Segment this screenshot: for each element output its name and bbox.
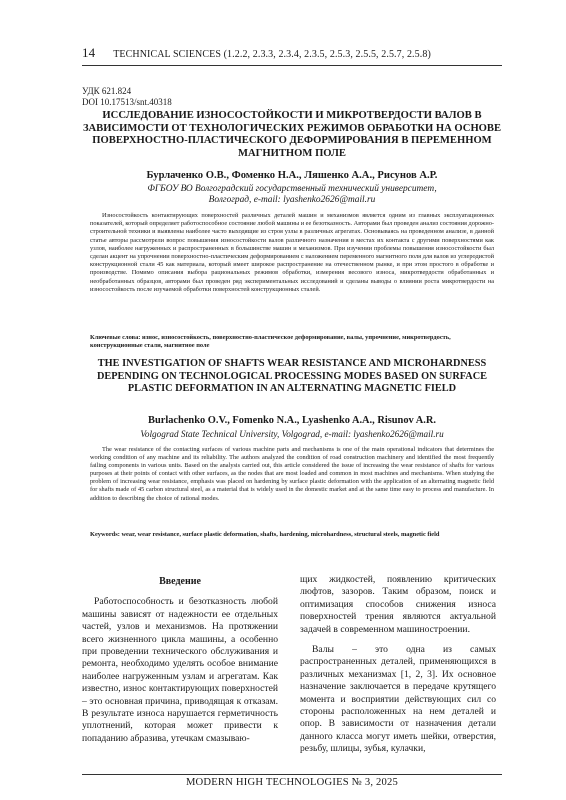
body-column-right [300, 574, 496, 756]
keywords-en-text: wear, wear resistance, surface plastic deformation, shafts, hardening, microhardness, structural steels, magnetic field [121, 531, 440, 538]
running-footer: MODERN HIGH TECHNOLOGIES № 3, 2025 [185, 777, 399, 788]
article-meta [82, 86, 172, 107]
footer-rule [82, 774, 502, 775]
page-number: 14 [82, 45, 96, 60]
body-paragraph: Работоспособность и безотказность любой машины зависят от надежности ее отдельных частей, узлов и механизмов. На протяжении всего жизненного цикла машины, а особенно при проведении технического обслуживания и ремонта, необходимо уделять особое внимание наиболее нагруженным узлам и агрегатам. Как известно, износ контактирующих поверхностей – это основная причина, приводящая к отказам. В результате износа нарушается герметичность уплотнений, которая может привести к попаданию абразива, утечкам смазываю- [82, 596, 278, 744]
affiliation-ru-line2: Волгоград, e-mail: lyashenko2626@mail.ru [208, 195, 376, 205]
keywords-en [90, 531, 494, 539]
body-paragraph-continued: щих жидкостей, появлению критических люфтов, зазоров. Таким образом, поиск и оптимизация способов снижения износа поверхностей трения являются актуальной задачей в современном машиностроении. [300, 574, 496, 635]
abstract-en: The wear resistance of the contacting surfaces of various machine parts and mechanisms is one of the main operational indicators that determines the working condition of any machine and its reliability. The authors analyzed the condition of road construction machinery and identified the most frequently failing components in various units. Based on the analysis carried out, this article considered the issue of increasing the wear resistance of shafts for various purposes at their points of contact with other surfaces, as the nodes that are most loaded and common in most machines and mechanisms. When studying the problem of increasing wear resistance, emphasis was placed on hardening by surface plastic deformation with the application of an alternating magnetic field for shafts made of 45 carbon structural steel, as a material that is widely used in the domestic market and at the same time easy to process and manufacture. In addition to describing the choice of rational modes. [90, 446, 494, 502]
section-heading-introduction: Введение [159, 576, 201, 587]
affiliation-en: Volgograd State Technical University, Volgograd, e-mail: lyashenko2626@mail.ru [140, 429, 444, 439]
journal-section: TECHNICAL SCIENCES (1.2.2, 2.3.3, 2.3.4, 2.3.5, 2.5.3, 2.5.5, 2.5.7, 2.5.8) [113, 49, 431, 60]
authors-ru: Бурлаченко О.В., Фоменко Н.А., Ляшенко А.А., Рисунов А.Р. [146, 170, 438, 181]
abstract-ru: Износостойкость контактирующих поверхностей различных деталей машин и механизмов является одним из главных эксплуатационных показателей, который определяет работоспособное состояние любой машины и ее безотказность. Авторами был проведен анализ состояния дорожно-строительной техники и выявлены наиболее часто выходящие из строя узлы в различных агрегатах. Основываясь на проведенном анализе, в данной статье авторы рассмотрели вопрос повышения износостойкости валов различного назначения в местах их контакта с другими поверхностями как узлов, наиболее нагруженных и распространенных в большинстве машин и механизмов. При изучении проблемы повышения износостойкости был сделан акцент на упрочнении поверхностно-пластическим деформированием с наложением переменного магнитного поля для валов из углеродистой конструкционной стали 45 как материала, который имеет широкое распространение на отечественном рынке, и при этом простого в обработке и производстве. Помимо описания выбора рациональных режимов обработки, измерения весового износа, микротвердости обработанных и необработанных образцов, авторами был проведен ряд экспериментальных исследований и сделаны выводы о влиянии роста микротвердости на износостойкость после изучаемой обработки поверхностей конструкционных сталей. [90, 212, 494, 293]
udc-code: УДК 621.824 [82, 86, 132, 96]
affiliation-ru-line1: ФГБОУ ВО Волгоградский государственный технический университет, [147, 184, 437, 194]
body-paragraph: Валы – это одна из самых распространенных деталей, применяющихся в различных механизмах [1, 2, 3]. Их основное назначение заключается в передаче крутящего момента и восприятии действующих сил со стороны расположенных на нем деталей и опор. В зависимости от назначения детали данного класса могут иметь шейки, отверстия, резьбу, шлицы, зубья, кулачки, [300, 644, 496, 755]
body-column-left [82, 576, 278, 745]
header-rule [82, 65, 502, 66]
article-title-ru: ИССЛЕДОВАНИЕ ИЗНОСОСТОЙКОСТИ И МИКРОТВЕРДОСТИ ВАЛОВ В ЗАВИСИМОСТИ ОТ ТЕХНОЛОГИЧЕСКИХ РЕЖИМОВ ОБРАБОТКИ НА ОСНОВЕ ПОВЕРХНОСТНО-ПЛАСТИЧЕСКОГО ДЕФОРМИРОВАНИЯ В ПЕРЕМЕННОМ МАГНИТНОМ ПОЛЕ [82, 110, 502, 159]
article-title-en: THE INVESTIGATION OF SHAFTS WEAR RESISTANCE AND MICROHARDNESS DEPENDING ON TECHNOLOGICAL PROCESSING MODES BASED ON SURFACE PLASTIC DEFORMATION IN AN ALTERNATING MAGNETIC FIELD [96, 358, 488, 394]
affiliation-ru [82, 184, 502, 206]
keywords-ru [90, 334, 494, 350]
doi: DOI 10.17513/snt.40318 [82, 96, 172, 107]
keywords-ru-text: износ, износостойкость, поверхностно-пластическое деформирование, валы, упрочнение, микротвердость, конструкционные стали, магнитное поле [90, 334, 451, 350]
running-header [82, 45, 502, 61]
authors-en: Burlachenko O.V., Fomenko N.A., Lyashenko A.A., Risunov A.R. [148, 415, 436, 426]
keywords-en-label: Keywords: [90, 531, 120, 538]
keywords-ru-label: Ключевые слова: [90, 334, 141, 341]
